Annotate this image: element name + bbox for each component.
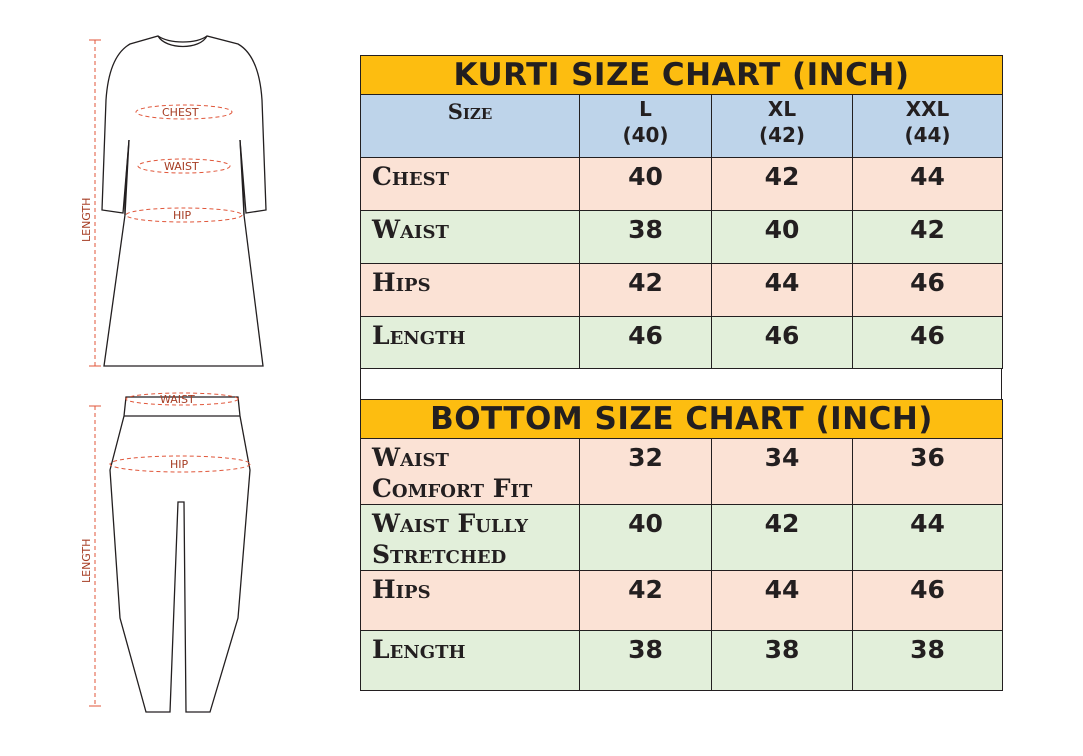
size-name: L — [639, 97, 652, 121]
table-spacer — [360, 368, 1002, 399]
size-header-xl — [712, 95, 853, 158]
cell-value: 46 — [580, 317, 712, 369]
table-row — [361, 211, 1003, 264]
row-label: Hips — [361, 264, 580, 317]
cell-value: 46 — [853, 264, 1003, 317]
table-row — [361, 631, 1003, 691]
cell-value: 42 — [580, 264, 712, 317]
bottom-hip-label: HIP — [170, 458, 189, 471]
kurti-table-title: KURTI SIZE CHART (INCH) — [361, 56, 1003, 95]
cell-value: 32 — [580, 439, 712, 505]
cell-value: 42 — [712, 505, 853, 571]
kurti-size-table — [360, 55, 1003, 369]
row-label: Waist — [361, 211, 580, 264]
row-label-line: Stretched — [372, 540, 507, 569]
table-row — [361, 505, 1003, 571]
cell-value: 44 — [712, 571, 853, 631]
row-label — [361, 439, 580, 505]
cell-value: 40 — [580, 158, 712, 211]
cell-value: 38 — [580, 211, 712, 264]
kurti-hip-measure — [126, 208, 242, 222]
size-value: (44) — [904, 123, 951, 147]
size-value: (42) — [758, 123, 806, 147]
cell-value: 36 — [853, 439, 1003, 505]
kurti-chest-label: CHEST — [162, 106, 199, 119]
kurti-chest-measure — [136, 105, 232, 119]
table-row — [361, 571, 1003, 631]
bottom-size-table — [360, 399, 1003, 691]
row-label — [361, 571, 580, 631]
cell-value: 44 — [853, 158, 1003, 211]
cell-value: 44 — [853, 505, 1003, 571]
cell-value: 42 — [712, 158, 853, 211]
size-header-cell — [361, 95, 580, 158]
size-name: XXL — [905, 97, 950, 121]
table-row — [361, 264, 1003, 317]
table-row — [361, 317, 1003, 369]
bottom-length-label: LENGTH — [80, 538, 93, 583]
size-header-xxl — [853, 95, 1003, 158]
kurti-outline — [102, 36, 266, 366]
row-label-line: Hips — [372, 575, 431, 604]
row-label-line: Waist Fully — [372, 509, 529, 538]
kurti-waist-measure — [138, 159, 230, 173]
size-header-label: Size — [447, 99, 493, 124]
cell-value: 40 — [580, 505, 712, 571]
cell-value: 44 — [712, 264, 853, 317]
bottom-outline — [110, 397, 250, 712]
bottom-waist-label: WAIST — [160, 393, 195, 406]
cell-value: 42 — [853, 211, 1003, 264]
cell-value: 40 — [712, 211, 853, 264]
bottom-hip-measure — [110, 456, 250, 472]
bottom-table-title: BOTTOM SIZE CHART (INCH) — [361, 400, 1003, 439]
bottom-waist-measure — [126, 393, 238, 406]
row-label-line: Waist — [372, 443, 449, 472]
row-label-line: Length — [372, 635, 466, 664]
row-label: Length — [361, 317, 580, 369]
size-value: (40) — [622, 123, 669, 147]
cell-value: 46 — [853, 571, 1003, 631]
cell-value: 34 — [712, 439, 853, 505]
row-label — [361, 631, 580, 691]
cell-value: 46 — [712, 317, 853, 369]
cell-value: 46 — [853, 317, 1003, 369]
row-label-line: Comfort Fit — [372, 474, 533, 503]
cell-value: 42 — [580, 571, 712, 631]
cell-value: 38 — [580, 631, 712, 691]
kurti-header-row — [361, 95, 1003, 158]
cell-value: 38 — [712, 631, 853, 691]
table-row — [361, 158, 1003, 211]
kurti-hip-label: HIP — [173, 209, 192, 222]
size-name: XL — [767, 97, 797, 121]
row-label: Chest — [361, 158, 580, 211]
cell-value: 38 — [853, 631, 1003, 691]
table-row — [361, 439, 1003, 505]
kurti-waist-label: WAIST — [164, 160, 199, 173]
measurement-diagram — [0, 0, 340, 756]
size-header-l — [580, 95, 712, 158]
kurti-length-label: LENGTH — [80, 197, 93, 242]
row-label — [361, 505, 580, 571]
measurement-illustrations — [0, 0, 340, 756]
